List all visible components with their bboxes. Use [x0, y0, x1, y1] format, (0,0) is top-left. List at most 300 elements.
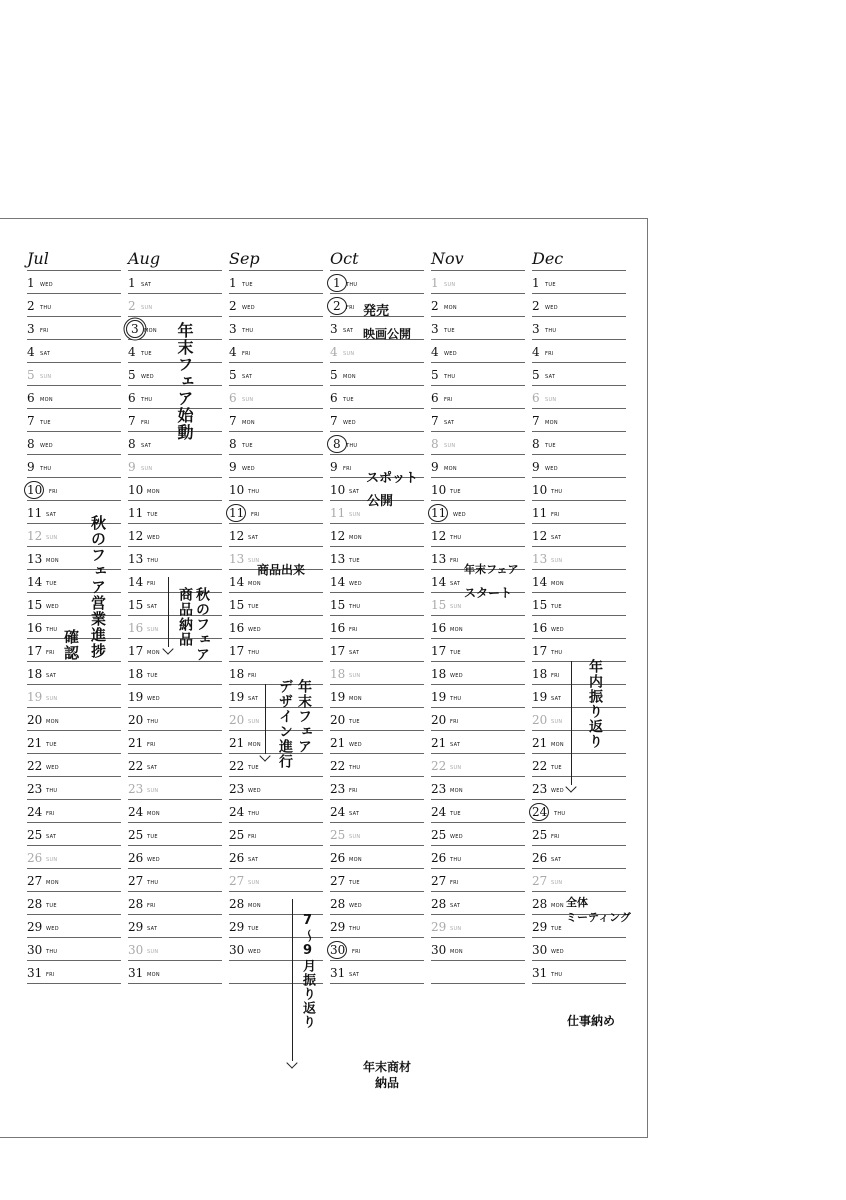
day-row [330, 892, 424, 915]
day-number: 29 [229, 920, 245, 934]
day-number: 15 [128, 598, 144, 612]
day-row [229, 639, 323, 662]
weekday-label: FRI [349, 788, 358, 794]
weekday-label: WED [545, 466, 558, 472]
day-row [532, 616, 626, 639]
weekday-label: FRI [49, 489, 58, 495]
day-number: 7 [128, 414, 136, 428]
weekday-label: SAT [40, 351, 51, 357]
day-number: 30 [532, 943, 548, 957]
day-number: 8 [532, 437, 540, 451]
day-row [330, 524, 424, 547]
month-dec [532, 249, 626, 984]
arrow-down-icon [566, 661, 578, 791]
day-row [431, 386, 525, 409]
day-row [27, 478, 121, 501]
day-row [330, 754, 424, 777]
day-number: 27 [431, 874, 447, 888]
day-row [330, 777, 424, 800]
day-number: 4 [128, 345, 136, 359]
day-number: 1 [27, 276, 35, 290]
day-number: 8 [333, 437, 341, 451]
weekday-label: FRI [349, 627, 358, 633]
day-row [431, 317, 525, 340]
note-spot: スポット [366, 471, 419, 486]
weekday-label: SUN [444, 282, 456, 288]
note-public: 公開 [367, 494, 394, 509]
day-number: 22 [128, 759, 144, 773]
day-number: 11 [229, 506, 245, 520]
day-number: 10 [229, 483, 245, 497]
day-number: 13 [229, 552, 245, 566]
weekday-label: TUE [444, 328, 455, 334]
day-number: 18 [532, 667, 548, 681]
day-number: 18 [229, 667, 245, 681]
day-row [431, 823, 525, 846]
weekday-label: WED [551, 949, 564, 955]
day-number: 8 [27, 437, 35, 451]
day-row [330, 823, 424, 846]
weekday-label: THU [141, 397, 153, 403]
day-number: 1 [229, 276, 237, 290]
day-row [532, 432, 626, 455]
day-row [27, 800, 121, 823]
day-number: 10 [330, 483, 346, 497]
day-number: 6 [128, 391, 136, 405]
weekday-label: TUE [46, 742, 57, 748]
day-number: 15 [330, 598, 346, 612]
day-row [330, 547, 424, 570]
day-number: 25 [431, 828, 447, 842]
day-row [128, 271, 222, 294]
weekday-label: SAT [147, 604, 158, 610]
day-number: 3 [27, 322, 35, 336]
weekday-label: FRI [551, 673, 560, 679]
day-number: 7 [27, 414, 35, 428]
day-number: 23 [27, 782, 43, 796]
day-number: 27 [128, 874, 144, 888]
note-start: スタート [464, 586, 513, 600]
weekday-label: TUE [349, 880, 360, 886]
weekday-label: THU [40, 305, 52, 311]
weekday-label: SUN [141, 305, 153, 311]
day-number: 30 [128, 943, 144, 957]
day-row [330, 915, 424, 938]
day-number: 21 [330, 736, 346, 750]
weekday-label: FRI [248, 673, 257, 679]
day-row [330, 432, 424, 455]
day-row [27, 386, 121, 409]
day-number: 19 [229, 690, 245, 704]
weekday-label: MON [450, 788, 463, 794]
day-row [431, 271, 525, 294]
day-row [229, 317, 323, 340]
day-number: 11 [532, 506, 548, 520]
day-number: 29 [128, 920, 144, 934]
day-number: 2 [333, 299, 341, 313]
weekday-label: WED [551, 627, 564, 633]
weekday-label: SUN [545, 397, 557, 403]
day-number: 25 [128, 828, 144, 842]
day-number: 30 [330, 943, 346, 957]
weekday-label: FRI [352, 949, 361, 955]
day-number: 16 [532, 621, 548, 635]
day-number: 24 [27, 805, 43, 819]
weekday-label: WED [46, 765, 59, 771]
day-row [128, 662, 222, 685]
day-number: 6 [229, 391, 237, 405]
day-row [532, 731, 626, 754]
day-row [431, 524, 525, 547]
day-row [431, 363, 525, 386]
month-title: Nov [431, 249, 525, 271]
day-number: 16 [330, 621, 346, 635]
day-row [532, 846, 626, 869]
day-number: 17 [27, 644, 43, 658]
day-row [27, 938, 121, 961]
day-row [431, 639, 525, 662]
day-number: 11 [27, 506, 43, 520]
weekday-label: MON [349, 857, 362, 863]
day-row [532, 317, 626, 340]
month-title: Aug [128, 249, 222, 271]
day-row [229, 501, 323, 524]
weekday-label: FRI [551, 834, 560, 840]
day-row [532, 409, 626, 432]
day-row [27, 823, 121, 846]
day-row [431, 501, 525, 524]
day-number: 1 [431, 276, 439, 290]
day-number: 19 [532, 690, 548, 704]
day-number: 15 [532, 598, 548, 612]
day-row [431, 800, 525, 823]
day-number: 28 [431, 897, 447, 911]
day-row [229, 271, 323, 294]
day-number: 20 [128, 713, 144, 727]
day-number: 17 [330, 644, 346, 658]
weekday-label: WED [444, 351, 457, 357]
day-number: 16 [27, 621, 43, 635]
weekday-label: THU [551, 972, 563, 978]
weekday-label: THU [346, 282, 358, 288]
weekday-label: WED [545, 305, 558, 311]
weekday-label: FRI [346, 305, 355, 311]
weekday-label: SUN [450, 604, 462, 610]
day-number: 13 [431, 552, 447, 566]
day-row [27, 363, 121, 386]
day-number: 12 [27, 529, 43, 543]
weekday-label: SAT [147, 765, 158, 771]
day-number: 30 [431, 943, 447, 957]
day-number: 5 [27, 368, 35, 382]
note-autumn-fair-progress: 秋のフェア営業進捗 [89, 515, 107, 659]
day-number: 10 [27, 483, 43, 497]
day-number: 16 [431, 621, 447, 635]
weekday-label: MON [450, 949, 463, 955]
day-row [27, 869, 121, 892]
day-row [27, 892, 121, 915]
day-number: 17 [532, 644, 548, 658]
weekday-label: TUE [248, 604, 259, 610]
day-number: 9 [128, 460, 136, 474]
weekday-label: TUE [147, 834, 158, 840]
day-row [431, 938, 525, 961]
day-number: 18 [27, 667, 43, 681]
day-number: 27 [27, 874, 43, 888]
day-number: 14 [532, 575, 548, 589]
weekday-label: WED [46, 604, 59, 610]
weekday-label: SAT [545, 374, 556, 380]
day-row [532, 501, 626, 524]
day-number: 6 [532, 391, 540, 405]
day-number: 22 [532, 759, 548, 773]
day-row [330, 340, 424, 363]
day-row [330, 409, 424, 432]
weekday-label: SUN [141, 466, 153, 472]
weekday-label: SUN [349, 512, 361, 518]
day-row [532, 639, 626, 662]
weekday-label: SUN [248, 558, 260, 564]
day-number: 19 [330, 690, 346, 704]
weekday-label: TUE [141, 351, 152, 357]
weekday-label: WED [242, 466, 255, 472]
weekday-label: MON [545, 420, 558, 426]
weekday-label: TUE [248, 926, 259, 932]
day-row [330, 961, 424, 984]
day-number: 23 [128, 782, 144, 796]
weekday-label: SAT [242, 374, 253, 380]
weekday-label: SUN [147, 949, 159, 955]
weekday-label: SAT [147, 926, 158, 932]
day-row [128, 892, 222, 915]
day-number: 26 [229, 851, 245, 865]
weekday-label: SAT [343, 328, 354, 334]
weekday-label: THU [147, 558, 159, 564]
day-row [128, 547, 222, 570]
day-number: 9 [431, 460, 439, 474]
month-title: Jul [27, 249, 121, 271]
weekday-label: SUN [248, 719, 260, 725]
weekday-label: MON [551, 581, 564, 587]
weekday-label: SUN [444, 443, 456, 449]
day-number: 19 [431, 690, 447, 704]
weekday-label: MON [40, 397, 53, 403]
day-number: 26 [330, 851, 346, 865]
month-sep [229, 249, 323, 984]
day-number: 24 [532, 805, 548, 819]
day-number: 10 [431, 483, 447, 497]
weekday-label: SUN [551, 558, 563, 564]
day-number: 15 [431, 598, 447, 612]
weekday-label: SAT [141, 282, 152, 288]
day-number: 10 [532, 483, 548, 497]
day-number: 22 [431, 759, 447, 773]
day-number: 7 [532, 414, 540, 428]
weekday-label: SAT [46, 512, 57, 518]
weekday-label: SAT [450, 581, 461, 587]
day-number: 8 [431, 437, 439, 451]
day-number: 4 [431, 345, 439, 359]
weekday-label: SAT [551, 857, 562, 863]
day-row [27, 294, 121, 317]
weekday-label: THU [349, 926, 361, 932]
note-product-ready: 商品出来 [257, 563, 306, 577]
day-number: 25 [229, 828, 245, 842]
weekday-label: SUN [46, 535, 58, 541]
weekday-label: THU [147, 719, 159, 725]
arrow-down-icon [287, 899, 299, 1067]
day-row [431, 846, 525, 869]
day-number: 3 [431, 322, 439, 336]
day-row [229, 386, 323, 409]
weekday-label: TUE [551, 604, 562, 610]
weekday-label: TUE [545, 282, 556, 288]
day-number: 22 [330, 759, 346, 773]
day-number: 29 [27, 920, 43, 934]
day-number: 10 [128, 483, 144, 497]
weekday-label: FRI [141, 420, 150, 426]
day-number: 17 [431, 644, 447, 658]
day-number: 6 [330, 391, 338, 405]
day-number: 2 [431, 299, 439, 313]
day-row [128, 294, 222, 317]
day-number: 21 [128, 736, 144, 750]
weekday-label: WED [40, 443, 53, 449]
day-row [229, 432, 323, 455]
day-row [330, 938, 424, 961]
day-number: 20 [330, 713, 346, 727]
day-row [330, 685, 424, 708]
weekday-label: SAT [141, 443, 152, 449]
note-year-end-fair-launch: 年末フェア始動 [175, 322, 194, 441]
month-title: Sep [229, 249, 323, 271]
weekday-label: MON [248, 742, 261, 748]
weekday-label: THU [551, 489, 563, 495]
day-row [128, 915, 222, 938]
day-number: 5 [532, 368, 540, 382]
note-autumn-fair: 秋のフェア [194, 587, 210, 662]
day-row [431, 754, 525, 777]
weekday-label: TUE [40, 420, 51, 426]
weekday-label: MON [144, 328, 157, 334]
day-number: 11 [431, 506, 447, 520]
note-product-delivery: 商品納品 [177, 587, 193, 647]
day-number: 27 [330, 874, 346, 888]
day-row [532, 823, 626, 846]
weekday-label: FRI [147, 581, 156, 587]
day-row [532, 869, 626, 892]
day-row [431, 731, 525, 754]
weekday-label: SUN [343, 351, 355, 357]
day-row [330, 846, 424, 869]
note-year-review: 年内振り返り [587, 659, 603, 749]
day-number: 3 [131, 322, 139, 336]
weekday-label: TUE [242, 282, 253, 288]
weekday-label: FRI [46, 972, 55, 978]
day-row [128, 961, 222, 984]
weekday-label: THU [450, 857, 462, 863]
day-number: 29 [431, 920, 447, 934]
day-number: 11 [128, 506, 144, 520]
day-number: 2 [27, 299, 35, 313]
weekday-label: SUN [349, 834, 361, 840]
day-number: 22 [229, 759, 245, 773]
day-row [229, 593, 323, 616]
weekday-label: FRI [248, 834, 257, 840]
day-row [431, 869, 525, 892]
weekday-label: SAT [349, 489, 360, 495]
day-number: 5 [330, 368, 338, 382]
day-number: 15 [27, 598, 43, 612]
weekday-label: FRI [450, 558, 459, 564]
day-row [229, 754, 323, 777]
weekday-label: SUN [40, 374, 52, 380]
day-row [330, 271, 424, 294]
weekday-label: MON [147, 650, 160, 656]
day-row [27, 340, 121, 363]
day-number: 27 [532, 874, 548, 888]
day-number: 12 [229, 529, 245, 543]
day-number: 16 [128, 621, 144, 635]
day-number: 12 [128, 529, 144, 543]
day-number: 18 [330, 667, 346, 681]
weekday-label: TUE [147, 512, 158, 518]
weekday-label: THU [551, 650, 563, 656]
weekday-label: SUN [46, 696, 58, 702]
day-row [532, 294, 626, 317]
weekday-label: MON [444, 466, 457, 472]
month-title: Dec [532, 249, 626, 271]
weekday-label: MON [248, 581, 261, 587]
day-number: 26 [128, 851, 144, 865]
day-row [128, 455, 222, 478]
weekday-label: SAT [46, 673, 57, 679]
day-row [532, 685, 626, 708]
day-number: 28 [330, 897, 346, 911]
weekday-label: SAT [444, 420, 455, 426]
day-row [128, 501, 222, 524]
day-number: 4 [532, 345, 540, 359]
day-number: 21 [229, 736, 245, 750]
note-movie-release: 映画公開 [363, 327, 412, 341]
note-jul-sep-review: 7〜9月振り返り [300, 913, 315, 1029]
day-row [128, 731, 222, 754]
weekday-label: THU [242, 328, 254, 334]
day-row [27, 409, 121, 432]
weekday-label: THU [349, 765, 361, 771]
day-row [532, 524, 626, 547]
day-number: 31 [27, 966, 43, 980]
day-row [229, 363, 323, 386]
day-row [532, 271, 626, 294]
weekday-label: TUE [450, 489, 461, 495]
weekday-label: SUN [248, 880, 260, 886]
day-row [27, 685, 121, 708]
day-number: 4 [330, 345, 338, 359]
weekday-label: THU [450, 535, 462, 541]
day-row [532, 478, 626, 501]
day-row [330, 708, 424, 731]
day-number: 6 [27, 391, 35, 405]
day-number: 28 [229, 897, 245, 911]
day-number: 7 [330, 414, 338, 428]
day-row [431, 616, 525, 639]
weekday-label: MON [46, 880, 59, 886]
day-number: 14 [27, 575, 43, 589]
day-row [532, 938, 626, 961]
weekday-label: WED [248, 627, 261, 633]
day-row [27, 777, 121, 800]
